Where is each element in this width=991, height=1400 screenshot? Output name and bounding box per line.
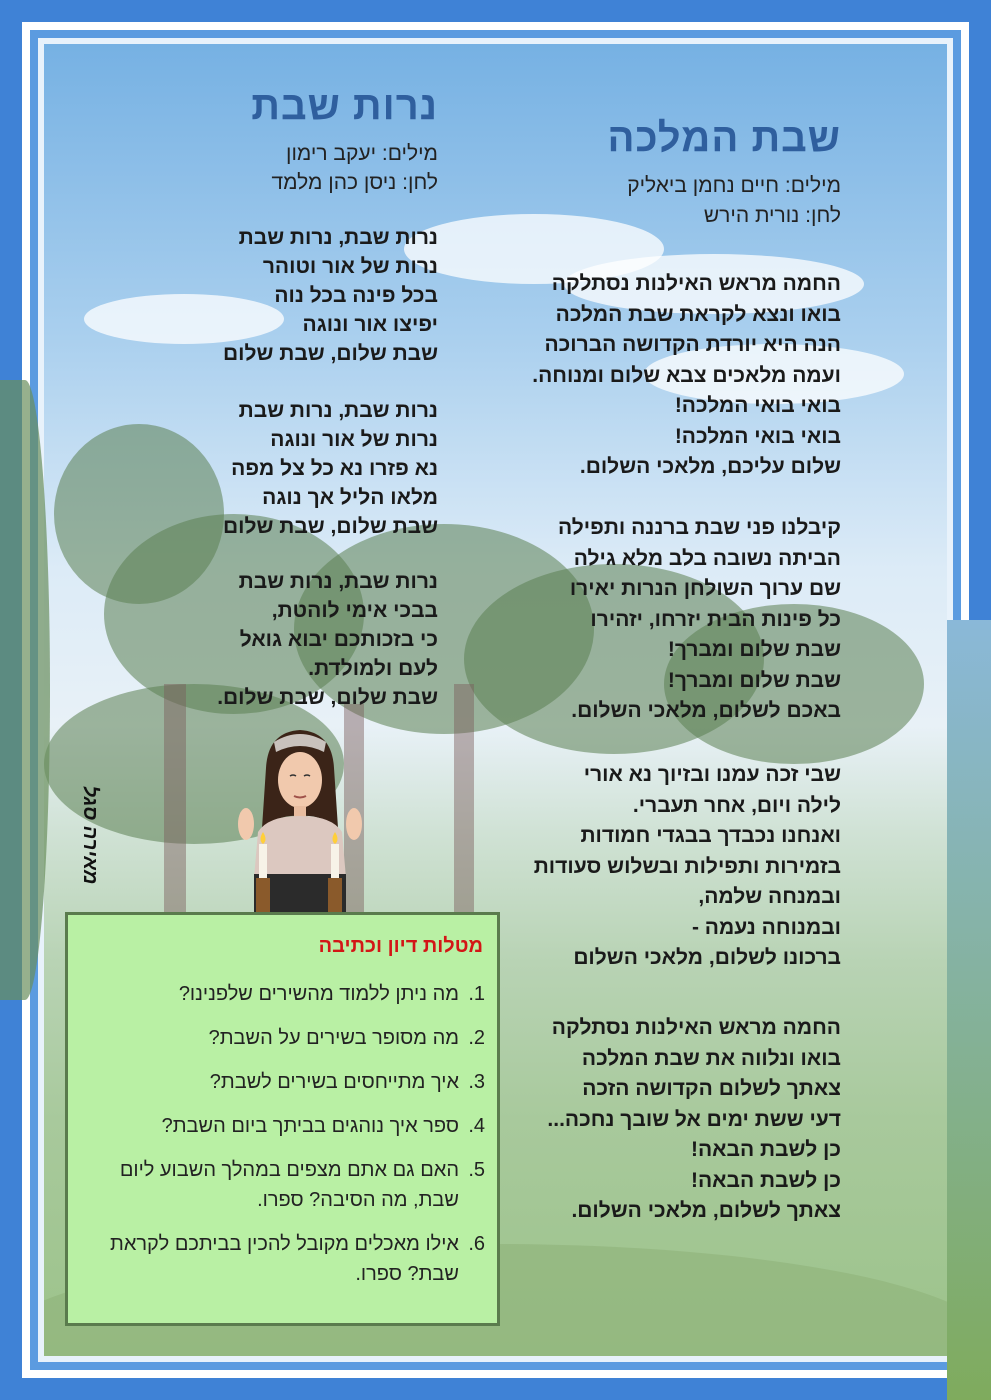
song-line: צאתך לשלום הקדושה הזכה	[582, 1077, 841, 1100]
song2-stanza	[217, 567, 438, 712]
song-line: צאתך לשלום, מלאכי השלום.	[571, 1199, 841, 1222]
song-line: נרות שבת, נרות שבת	[238, 399, 438, 422]
task-number: 2.	[468, 1027, 485, 1049]
song-line: הנה היא יורדת הקדושה הברוכה	[544, 333, 841, 356]
song-line: ברכונו לשלום, מלאכי השלום	[573, 946, 841, 969]
task-text: אילו מאכלים מקובל להכין בביתכם לקראת שבת? ספרו.	[110, 1233, 459, 1285]
song-line: ואנחנו נכבדך בבגדי חמודות	[580, 824, 841, 847]
tree-trunk	[454, 684, 474, 924]
tasks-list	[85, 979, 485, 1303]
song-line: שבת שלום, שבת שלום	[223, 515, 438, 538]
song2-words-credit: מילים: יעקב רימון	[285, 142, 438, 165]
task-text: האם גם אתם מצפים במהלך השבוע ליום שבת, מה הסיבה? ספרו.	[119, 1159, 459, 1211]
song-line: שבת שלום, שבת שלום	[223, 342, 438, 365]
task-text: איך מתייחסים בשירים לשבת?	[209, 1071, 459, 1093]
song-line: נרות של אור וטוהר	[262, 255, 438, 278]
left-edge-tree	[0, 380, 50, 1000]
task-text: מה ניתן ללמוד מהשירים שלפנינו?	[178, 983, 459, 1005]
song-line: שבי זכה עמנו ובזיוך נא אורי	[583, 763, 841, 786]
song-line: באכם לשלום, מלאכי השלום.	[571, 699, 841, 722]
task-item	[85, 1111, 485, 1141]
song-line: כן לשבת הבאה!	[691, 1168, 841, 1192]
song-line: נרות שבת, נרות שבת	[238, 226, 438, 249]
song-line: לילה ויום, אחר תעברי.	[632, 793, 841, 817]
song2-title: נרות שבת	[251, 84, 438, 128]
song-line: יפיצו אור ונוגה	[302, 313, 438, 336]
song-line: קיבלנו פני שבת ברננה ותפילה	[558, 516, 841, 539]
song2-stanza	[223, 223, 438, 368]
song-line: בואי בואי המלכה!	[674, 424, 841, 448]
song-line: שבת שלום, שבת שלום.	[217, 686, 438, 709]
task-number: 1.	[468, 983, 485, 1005]
song2-melody-credit: לחן: ניסן כהן מלמד	[271, 171, 438, 194]
song-line: בואו ונלווה את שבת המלכה	[581, 1046, 841, 1070]
song-line: בבכי אימי לוהטת,	[271, 599, 438, 622]
song-line: כי בזכותכם יבוא גואל	[239, 628, 438, 651]
task-number: 4.	[468, 1115, 485, 1137]
task-number: 6.	[468, 1233, 485, 1255]
tasks-title: מטלות דיון וכתיבה	[318, 935, 483, 957]
song-line: לעם ולמולדת.	[308, 657, 438, 680]
artist-signature	[64, 770, 104, 900]
song-line: ובמנוחה נעמה -	[691, 915, 841, 939]
song1-stanza	[547, 1013, 841, 1227]
task-item	[85, 1229, 485, 1289]
song-line: החמה מראש האילנות נסתלקה	[551, 1016, 841, 1039]
song1-stanza	[534, 760, 841, 974]
song-line: מלאו הליל אך נוגה	[262, 486, 438, 509]
song-line: כל פינות הבית יזרחו, יזהירו	[590, 607, 841, 631]
task-text: מה מסופר בשירים על השבת?	[208, 1027, 459, 1049]
song-line: בואי בואי המלכה!	[674, 394, 841, 417]
girl-lighting-candles-illustration	[228, 728, 372, 914]
song-line: בכל פינה בכל נוה	[274, 284, 438, 307]
song-line: שבת שלום ומברך!	[667, 638, 841, 661]
song1-melody-credit: לחן: נורית הירש	[703, 204, 841, 227]
song-line: נרות של אור ונוגה	[270, 428, 438, 451]
right-edge-scene	[947, 620, 991, 1400]
task-item	[85, 1067, 485, 1097]
song-line: החמה מראש האילנות נסתלקה	[551, 272, 841, 295]
task-text: ספר איך נוהגים בביתך ביום השבת?	[161, 1115, 459, 1137]
task-number: 3.	[468, 1071, 485, 1093]
song-line: נרות שבת, נרות שבת	[238, 570, 438, 593]
discussion-tasks-box	[65, 912, 500, 1326]
tree-trunk	[164, 684, 186, 944]
song-line: שלום עליכם, מלאכי השלום.	[579, 455, 841, 478]
song-line: שבת שלום ומברך!	[667, 668, 841, 692]
song-line: שם ערוך השולחן הנרות יאירו	[569, 577, 841, 600]
signature-text: מאירה סגל	[79, 785, 101, 885]
song-line: כן לשבת הבאה!	[691, 1138, 841, 1161]
song-line: ובמנחה שלמה,	[698, 885, 841, 908]
song1-title: שבת המלכה	[607, 116, 841, 160]
song-line: נא פזרו נא כל צל מפה	[231, 457, 438, 480]
task-item	[85, 1155, 485, 1215]
task-number: 5.	[468, 1159, 485, 1181]
song-line: ועמה מלאכים צבא שלום ומנוחה.	[532, 363, 841, 387]
song-line: בזמירות ותפילות ובשלוש סעודות	[533, 854, 841, 878]
song-line: בואו ונצא לקראת שבת המלכה	[555, 302, 841, 326]
song1-stanza	[532, 269, 841, 483]
task-item	[85, 979, 485, 1009]
song2-stanza	[223, 396, 438, 541]
song-line: דעי ששת ימים אל שובך נחכה...	[547, 1107, 841, 1131]
song1-words-credit: מילים: חיים נחמן ביאליק	[627, 174, 841, 197]
song1-stanza	[558, 513, 841, 727]
song-line: הביתה נשובה בלב מלא גילה	[573, 546, 841, 570]
task-item	[85, 1023, 485, 1053]
